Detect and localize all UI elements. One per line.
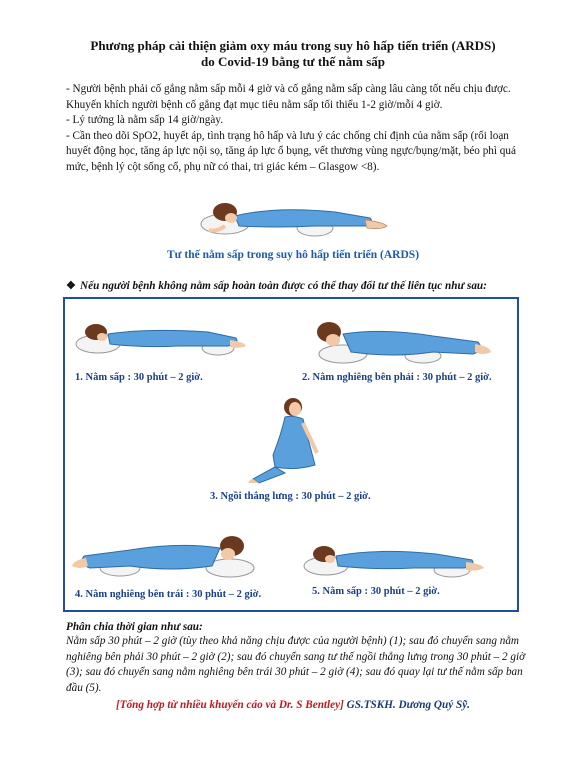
position-5-label: 5. Nằm sấp : 30 phút – 2 giờ.	[312, 586, 440, 597]
intro-text	[66, 82, 536, 175]
title-line-2: do Covid-19 bằng tư thế nằm sấp	[200, 54, 386, 69]
intro-paragraph: - Cần theo dõi SpO2, huyết áp, tình trạng hô hấp và lưu ý các chống chỉ định của nằm sấp (rối loạn huyết động học, tăng áp lực nội sọ, tăng áp lực ổ bụng, vết thương vùng ngực/bụng/mặt, béo phì quá mức, bệnh lý cột sống cổ, phụ nữ có thai, tri giác kém – Glasgow <8).	[66, 129, 516, 173]
position-1-label: 1. Nằm sấp : 30 phút – 2 giờ.	[75, 372, 203, 383]
left-side-figure-icon	[70, 530, 260, 584]
position-note	[66, 279, 487, 292]
position-4-label: 4. Nằm nghiêng bên trái : 30 phút – 2 giờ.	[75, 589, 262, 600]
diamond-bullet-icon: ❖	[66, 280, 77, 292]
title-line-1: Phương pháp cải thiện giảm oxy máu trong suy hô hấp tiến triển (ARDS)	[90, 38, 496, 53]
position-3-label: 3. Ngồi thẳng lưng : 30 phút – 2 giờ.	[210, 491, 371, 502]
main-figure-caption: Tư thế nằm sấp trong suy hô hấp tiến triển (ARDS)	[166, 249, 420, 261]
document-title	[40, 38, 546, 70]
intro-paragraph: - Người bệnh phải cố gắng nằm sấp mỗi 4 giờ và cố gắng nằm sấp càng lâu càng tốt nếu chịu được. Khuyến khích người bệnh cố gắng đạt mục tiêu nằm sấp tối thiểu 1-2 giờ/mỗi 4 giờ.	[66, 83, 511, 111]
prone-figure-icon	[68, 312, 248, 360]
footer-attribution	[0, 699, 586, 711]
position-2-label: 2. Nằm nghiêng bên phải : 30 phút – 2 giờ.	[302, 372, 492, 383]
schedule-title: Phân chia thời gian như sau:	[66, 621, 203, 633]
footer-source: [Tổng hợp từ nhiều khuyến cáo và Dr. S Bentley]	[116, 699, 344, 711]
prone-figure-illustration	[195, 192, 395, 240]
intro-paragraph: - Lý tưởng là nằm sấp 14 giờ/ngày.	[66, 114, 223, 126]
schedule-text: Nằm sấp 30 phút – 2 giờ (tùy theo khả năng chịu được của người bệnh) (1); sau đó chuyển sang nằm nghiêng bên phải 30 phút – 2 giờ (2); sau đó chuyển sang tư thế ngồi thẳng lưng trong 30 phút – 2 giờ (3); sau đó chuyển sang nằm nghiêng bên trái 30 phút – 2 giờ (4); sau đó quay lại tư thế nằm sấp ban đầu (5).	[66, 635, 526, 694]
right-side-figure-icon	[303, 318, 493, 368]
footer-author: GS.TSKH. Dương Quý Sỹ.	[343, 699, 470, 711]
sitting-figure-icon	[245, 395, 345, 485]
note-text: Nếu người bệnh không nằm sấp hoàn toàn được có thể thay đổi tư thế liên tục như sau:	[80, 280, 487, 292]
prone-figure-icon	[296, 532, 486, 582]
